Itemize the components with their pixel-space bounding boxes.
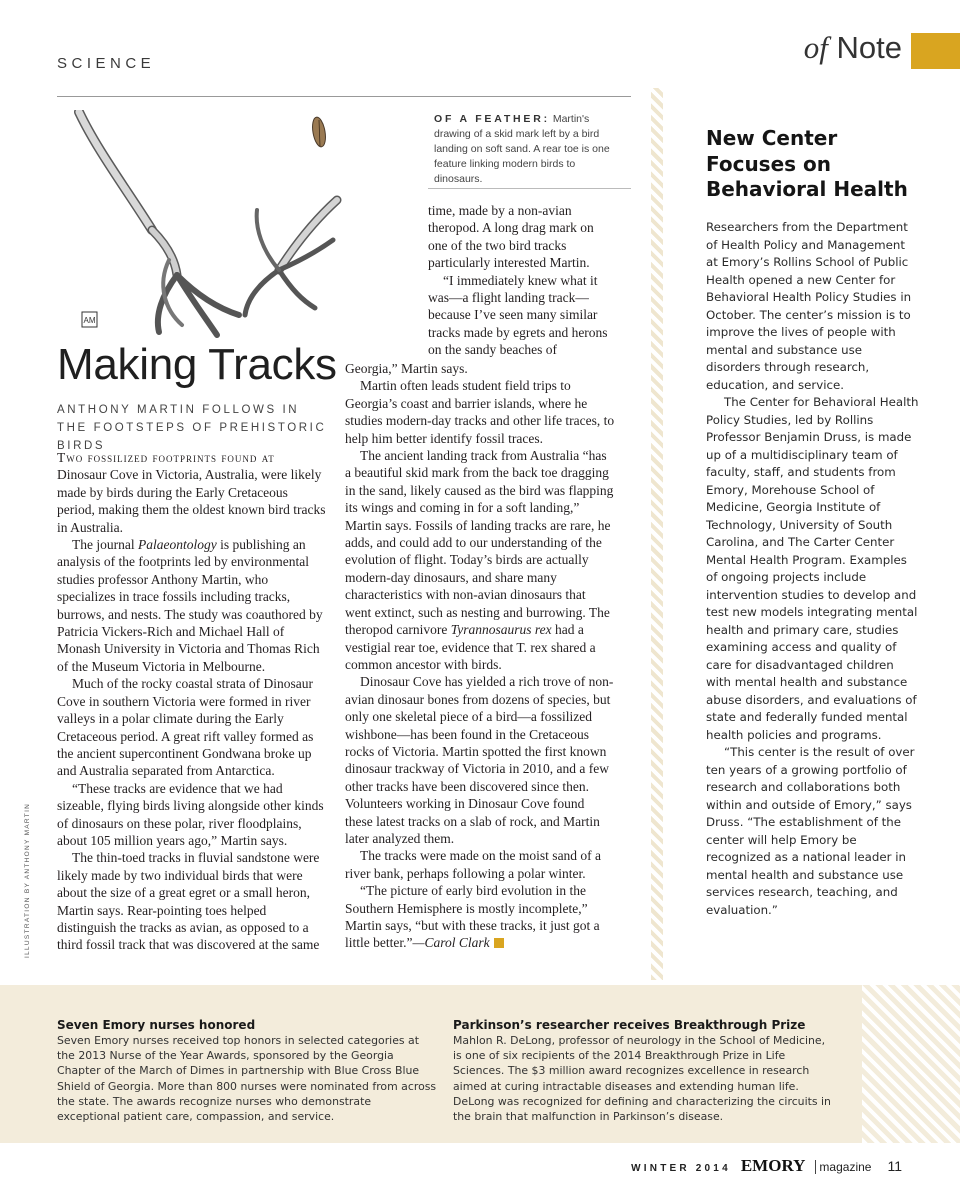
article-paragraph: The thin-toed tracks in fluvial sandstone were likely made by two individual birds that were about the size of a great egret or a small heron, Martin says. Rear-pointing toes helped distinguish the tracks as avian, as opposed to a third fossil track that was discovered at the same	[57, 850, 320, 953]
article-paragraph: The tracks were made on the moist sand of a river bank, perhaps following a polar winter.	[345, 848, 602, 881]
lead-in: Two fossilized footprints found at	[57, 450, 275, 465]
news-brief	[453, 1017, 833, 1124]
author-byline: —Carol Clark	[412, 935, 490, 951]
article-subtitle: ANTHONY MARTIN FOLLOWS IN THE FOOTSTEPS OF PREHISTORIC BIRDS	[57, 404, 327, 452]
sidebar-paragraph: “This center is the result of over ten years of a growing portfolio of research and collaborations both within and outside of Emory,” says Druss. “The establishment of the center will help Emory be recognized as a national leader in mental health and substance use services research, teaching, and evaluation.”	[706, 745, 915, 917]
article-paragraph: Dinosaur Cove has yielded a rich trove of non-avian dinosaur bones from dozens of species, but only one skeletal piece of a bird—a fossilized wishbone—has been found in the Cretaceous rocks of Victoria. Martin spotted the first known dinosaur trackway of Victoria in 2010, and a few other tracks have been discovered since then. Volunteers working in Dinosaur Cove found these latest tracks on a slab of rock, and Martin later analyzed them.	[345, 674, 614, 846]
page-number: 11	[887, 1158, 902, 1174]
section-label: SCIENCE	[57, 55, 156, 72]
issue-date: WINTER 2014	[631, 1163, 731, 1174]
species-name: Tyrannosaurus rex	[450, 622, 552, 638]
caption-text: Martin's drawing of a skid mark left by a bird landing on soft sand. A rear toe is one feature linking modern birds to dinosaurs.	[434, 113, 610, 185]
article-paragraph: Georgia,” Martin says.	[345, 361, 468, 376]
caption-rule	[428, 188, 631, 189]
caption-label: OF A FEATHER:	[434, 113, 550, 125]
news-brief	[57, 1017, 437, 1124]
page-footer	[631, 1156, 902, 1176]
brief-text: Mahlon R. DeLong, professor of neurology in the School of Medicine, is one of six recipients of the 2014 Breakthrough Prize in Life Sciences. The $3 million award recognizes excellence in research aimed at curing intractable diseases and extending human life. DeLong was recognized for defining and characterizing the circuits in the brain that malfunction in Parkinson’s disease.	[453, 1034, 831, 1124]
sidebar-paragraph: The Center for Behavioral Health Policy Studies, led by Rollins Professor Benjamin Druss, is made up of a multidisciplinary team of faculty, staff, and students from Emory, Morehouse School of Medicine, Georgia Institute of Technology, University of South Carolina, and The Carter Center Mental Health Program. Examples of ongoing projects include intervention studies to develop and test new models integrating mental health and primary care, studies examining access and quality of care for disadvantaged children with mental health and substance abuse disorders, and evaluations of state and federally funded mental health policies and programs.	[706, 395, 919, 742]
paragraph-text: The journal	[72, 537, 138, 553]
article-column-2-top	[428, 202, 614, 359]
illustration-credit-wrapper	[24, 802, 36, 958]
brief-title: Seven Emory nurses honored	[57, 1018, 256, 1032]
of-note-of: of	[803, 30, 828, 65]
image-caption	[434, 112, 612, 187]
brief-title: Parkinson’s researcher receives Breakthrough Prize	[453, 1018, 806, 1032]
paragraph-text: “The picture of early bird evolution in the Southern Hemisphere is mostly incomplete,” Martin says, “but with these tracks, it just got a little better.”	[345, 883, 600, 951]
end-mark	[494, 938, 504, 948]
artist-monogram: AM	[83, 316, 96, 325]
article-paragraph	[57, 536, 327, 675]
paragraph-text: had a vestigial rear toe, evidence that T. rex shared a common ancestor with birds.	[345, 622, 596, 672]
paragraph-text: is publishing an analysis of the footprints led by environmental studies professor Anthony Martin, who specializes in trace fossils including tracks, burrows, and nests. The study was coauthored by Patricia Vickers-Rich and Michael Hall of Monash University in Victoria and Thomas Rich of the Museum Victoria in Melbourne.	[57, 537, 323, 674]
article-paragraph: Much of the rocky coastal strata of Dinosaur Cove in southern Victoria were formed in river valleys in a polar climate during the Early Cretaceous period. A great rift valley formed as the ancient supercontinent Gondwana broke up and Australia separated from Antarctica.	[57, 676, 314, 779]
journal-name: Palaeontology	[137, 537, 217, 553]
illustration-credit: ILLUSTRATION BY ANTHONY MARTIN	[24, 802, 31, 958]
header-rule	[57, 96, 631, 97]
article-paragraph: Martin often leads student field trips to Georgia’s coast and barrier islands, where he studies modern-day tracks and other life traces, to help him better identify fossil traces.	[345, 378, 615, 446]
brief-text: Seven Emory nurses received top honors in selected categories at the 2013 Nurse of the Year Awards, sponsored by the Georgia Chapter of the March of Dimes in partnership with Blue Cross Blue Shield of Georgia. More than 800 nurses were nominated from across the state. The awards recognize nurses who demonstrate exceptional patient care, compassion, and service.	[57, 1034, 437, 1124]
band-hatch-decoration	[862, 985, 960, 1143]
gold-tab	[911, 33, 960, 69]
magazine-label: magazine	[815, 1160, 871, 1174]
sidebar-body	[706, 219, 920, 919]
of-note-heading	[804, 30, 902, 66]
article-column-2	[345, 360, 615, 952]
article-paragraph	[57, 449, 327, 536]
masthead-logo: EMORY	[740, 1156, 806, 1175]
article-paragraph	[345, 447, 615, 673]
article-paragraph: time, made by a non-avian theropod. A long drag mark on one of the two bird tracks particularly interested Martin.	[428, 203, 594, 271]
hatched-divider	[651, 88, 663, 980]
article-title: Making Tracks	[57, 340, 337, 389]
sidebar-paragraph: Researchers from the Department of Health Policy and Management at Emory’s Rollins School of Public Health opened a new Center for Behavioral Health Policy Studies in October. The center’s mission is to improve the lives of people with mental and substance use disorders through research, education, and service.	[706, 220, 912, 392]
paragraph-text: The ancient landing track from Australia “has a beautiful skid mark from the back toe dragging in the sand, likely caused as the bird was flapping its wings and coming in for a soft landing,” Martin says. Fossils of landing tracks are rare, he adds, and could add to our understanding of the evolution of flight. Today’s birds are actually modern-day dinosaurs, and share many characteristics with non-avian dinosaurs that went extinct, such as nesting and burrowing. The theropod carnivore	[345, 448, 614, 638]
article-paragraph: “These tracks are evidence that we had sizeable, flying birds living alongside other kinds of dinosaurs on these polar, river floodplains, about 105 million years ago,” Martin says.	[57, 780, 324, 848]
paragraph-text: Dinosaur Cove in Victoria, Australia, were likely made by birds during the Early Cretaceous period, making them the oldest known bird tracks in Australia.	[57, 467, 326, 535]
article-column-1	[57, 449, 327, 954]
sidebar-headline: New Center Focuses on Behavioral Health	[706, 126, 908, 201]
article-paragraph	[345, 882, 615, 952]
article-paragraph: “I immediately knew what it was—a flight landing track—because I’ve seen many similar tracks made by egrets and herons on the sandy beaches of	[428, 272, 608, 358]
of-note-note: Note	[836, 30, 902, 65]
bird-feet-illustration	[57, 110, 343, 342]
